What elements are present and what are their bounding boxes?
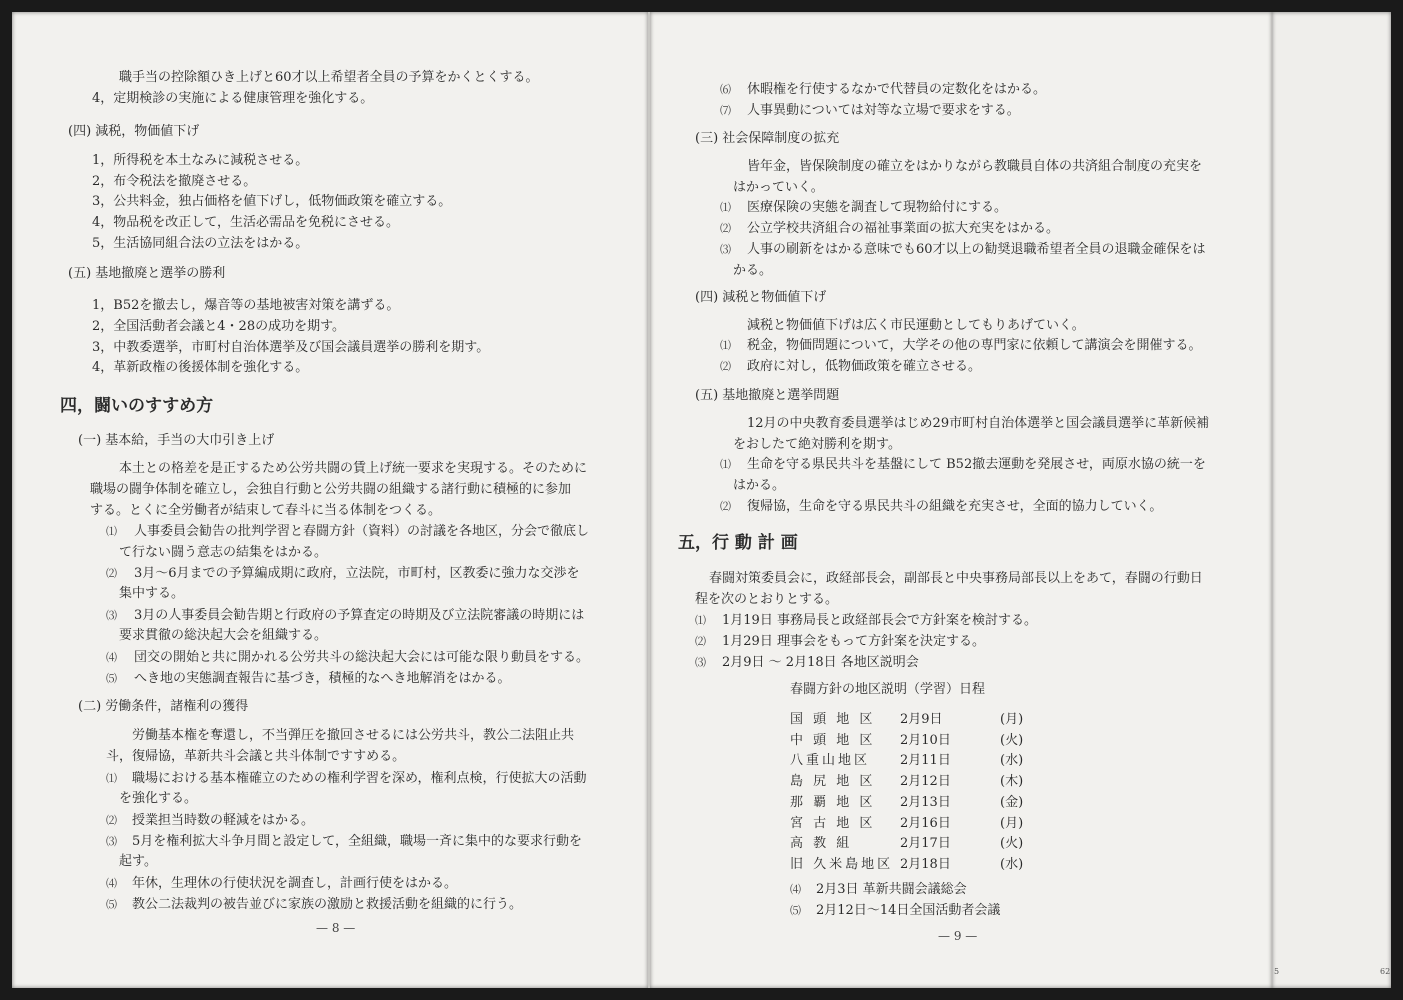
district-name: 宮 古 地 区 [790, 815, 876, 831]
text-line: 公立学校共済組合の福祉事業面の拡大充実をはかる。 [747, 221, 1060, 236]
item-number: ⑶ [106, 835, 117, 848]
item-number: ⑴ [106, 772, 117, 785]
item-number: ⑴ [720, 201, 731, 214]
text-line: 3，公共料金，独占価格を値下げし，低物価政策を確立する。 [92, 194, 452, 209]
chapter-heading: 四，闘いのすすめ方 [60, 396, 214, 416]
page-number: — 9 — [938, 929, 978, 943]
text-line: はかる。 [733, 478, 786, 493]
schedule-title: 春闘方針の地区説明（学習）日程 [790, 682, 986, 697]
underlying-page-edge [1272, 12, 1391, 988]
text-line: 2月3日 革新共闘会議総会 [816, 882, 967, 897]
district-schedule-table [790, 710, 1023, 876]
text-line: 2，布令税法を撤廃させる。 [92, 174, 257, 189]
district-day: (金) [1000, 794, 1024, 810]
section-heading: (一) 基本給，手当の大巾引き上げ [78, 433, 275, 448]
item-number: ⑴ [106, 525, 117, 538]
text-line: 職手当の控除額ひき上げと60才以上希望者全員の予算をかくとくする。 [119, 70, 539, 85]
text-line: て行ない闘う意志の結集をはかる。 [119, 545, 328, 560]
item-number: ⑵ [106, 814, 117, 827]
text-line: 職場における基本権確立のための権利学習を深め，権利点検，行使拡大の活動 [132, 771, 587, 786]
district-date: 2月13日 [900, 794, 951, 810]
page-right [650, 12, 1272, 988]
text-line: 政府に対し，低物価政策を確立させる。 [747, 359, 982, 374]
text-line: 1月29日 理事会をもって方針案を決定する。 [722, 634, 985, 649]
district-day: (火) [1000, 732, 1024, 748]
text-line: はかっていく。 [733, 180, 824, 195]
page-number: — 8 — [316, 921, 356, 935]
text-line: 起す。 [119, 854, 157, 869]
item-number: ⑹ [720, 83, 731, 96]
district-name: 旧 久米島地区 [790, 856, 894, 872]
text-line: 1月19日 事務局長と政経部長会で方針案を検討する。 [722, 613, 1037, 628]
item-number: ⑸ [106, 898, 117, 911]
item-number: ⑶ [720, 243, 731, 256]
text-line: を強化する。 [119, 791, 198, 806]
item-number: ⑷ [790, 883, 801, 896]
schedule-row [790, 793, 1023, 814]
district-name: 中 頭 地 区 [790, 732, 876, 748]
district-name: 那 覇 地 区 [790, 794, 876, 810]
text-line: 人事委員会勧告の批判学習と春闘方針（資料）の討議を各地区，分会で徹底し [134, 524, 590, 539]
text-line: 年休，生理休の行使状況を調査し，計画行使をはかる。 [132, 876, 458, 891]
item-number: ⑷ [106, 651, 117, 664]
district-day: (火) [1000, 836, 1024, 852]
text-line: 労働基本権を奪還し，不当弾圧を撤回させるには公労共斗，教公二法阻止共 [132, 728, 575, 743]
schedule-row [790, 855, 1023, 876]
district-name: 高 教 組 [790, 836, 853, 852]
district-date: 2月11日 [900, 753, 951, 769]
text-line: 1，所得税を本土なみに減税させる。 [92, 153, 309, 168]
text-line: 教公二法裁判の被告並びに家族の激励と救援活動を組織的に行う。 [132, 897, 523, 912]
text-line: 集中する。 [119, 586, 185, 601]
district-day: (木) [1000, 774, 1024, 790]
item-number: ⑺ [720, 104, 731, 117]
district-date: 2月18日 [900, 856, 951, 872]
text-line: をおしたて絶対勝利を期す。 [733, 437, 901, 452]
text-line: 5月を権利拡大斗争月間と設定して，全組織，職場一斉に集中的な要求行動を [132, 834, 583, 849]
schedule-row [790, 751, 1023, 772]
text-line: 本土との格差を是正するため公労共闘の賃上げ統一要求を実現する。そのために [119, 461, 588, 476]
schedule-row [790, 814, 1023, 835]
item-number: ⑸ [790, 904, 801, 917]
section-heading: (五) 基地撤廃と選挙問題 [695, 388, 840, 403]
schedule-row [790, 710, 1023, 731]
schedule-row [790, 772, 1023, 793]
district-day: (水) [1000, 753, 1024, 769]
item-number: ⑸ [106, 672, 117, 685]
margin-mark: 62 [1380, 967, 1391, 976]
text-line: 団交の開始と共に開かれる公労共斗の総決起大会には可能な限り動員をする。 [134, 650, 590, 665]
schedule-row [790, 731, 1023, 752]
district-day: (月) [1000, 815, 1024, 831]
text-line: 2月12日〜14日全国活動者会議 [816, 903, 1001, 918]
district-date: 2月12日 [900, 774, 951, 790]
text-line: かる。 [733, 263, 773, 278]
text-line: 4，定期検診の実施による健康管理を強化する。 [92, 91, 374, 106]
text-line: 2月9日 〜 2月18日 各地区説明会 [722, 655, 919, 670]
text-line: へき地の実態調査報告に基づき，積極的なへき地解消をはかる。 [134, 671, 511, 686]
item-number: ⑴ [695, 614, 706, 627]
section-heading: (四) 減税，物価値下げ [68, 124, 200, 139]
schedule-row [790, 834, 1023, 855]
item-number: ⑵ [695, 635, 706, 648]
page-left [12, 12, 648, 988]
text-line: 職場の闘争体制を確立し，会独自行動と公労共闘の組織する諸行動に積極的に参加 [90, 482, 572, 497]
text-line: 12月の中央教育委員選挙はじめ29市町村自治体選挙と国会議員選挙に革新候補 [747, 416, 1210, 431]
text-line: 3月〜6月までの予算編成期に政府，立法院，市町村，区教委に強力な交渉を [134, 566, 580, 581]
text-line: 税金，物価問題について，大学その他の専門家に依頼して講演会を開催する。 [747, 338, 1202, 353]
text-line: 授業担当時数の軽減をはかる。 [132, 813, 315, 828]
text-line: 4，革新政権の後援体制を強化する。 [92, 360, 309, 375]
text-line: 休暇権を行使するなかで代替員の定数化をはかる。 [747, 82, 1047, 97]
text-line: 減税と物価値下げは広く市民運動としてもりあげていく。 [747, 318, 1085, 333]
district-date: 2月17日 [900, 836, 951, 852]
margin-mark: 5 [1274, 967, 1280, 976]
text-line: 4，物品税を改正して，生活必需品を免税にさせる。 [92, 215, 400, 230]
item-number: ⑴ [720, 339, 731, 352]
section-heading: (二) 労働条件，諸権利の獲得 [78, 699, 249, 714]
item-number: ⑶ [695, 656, 706, 669]
text-line: 皆年金，皆保険制度の確立をはかりながら教職員自体の共済組合制度の充実を [747, 159, 1203, 174]
district-day: (月) [1000, 712, 1024, 727]
text-line: 春闘対策委員会に，政経部長会，副部長と中央事務局部長以上をあて，春闘の行動日 [709, 571, 1203, 586]
text-line: 2，全国活動者会議と4・28の成功を期す。 [92, 319, 346, 334]
district-date: 2月9日 [900, 712, 943, 727]
district-name: 八重山地区 [790, 753, 871, 769]
text-line: 人事異動については対等な立場で要求をする。 [747, 103, 1020, 118]
text-line: 1，B52を撤去し，爆音等の基地被害対策を講ずる。 [92, 298, 400, 313]
section-heading: (三) 社会保障制度の拡充 [695, 131, 840, 146]
section-heading: (五) 基地撤廃と選挙の勝利 [68, 266, 226, 281]
item-number: ⑶ [106, 609, 117, 622]
text-line: 3，中教委選挙，市町村自治体選挙及び国会議員選挙の勝利を期す。 [92, 340, 490, 355]
item-number: ⑵ [720, 360, 731, 373]
item-number: ⑵ [106, 567, 117, 580]
district-day: (水) [1000, 856, 1024, 872]
text-line: 復帰協，生命を守る県民共斗の組織を充実させ，全面的協力していく。 [747, 499, 1163, 514]
chapter-heading: 五，行 動 計 画 [678, 533, 798, 553]
district-date: 2月10日 [900, 732, 951, 748]
text-line: 5，生活協同組合法の立法をはかる。 [92, 236, 309, 251]
text-line: 要求貫徹の総決起大会を組織する。 [119, 628, 328, 643]
item-number: ⑵ [720, 222, 731, 235]
text-line: 程を次のとおりとする。 [695, 592, 839, 607]
district-name: 国 頭 地 区 [790, 712, 876, 727]
section-heading: (四) 減税と物価値下げ [695, 290, 827, 305]
text-line: 3月の人事委員会勧告期と行政府の予算査定の時期及び立法院審議の時期には [134, 608, 585, 623]
text-line: 医療保険の実態を調査して現物給付にする。 [747, 200, 1008, 215]
text-line: 生命を守る県民共斗を基盤にして B52撤去運動を発展させ，両原水協の統一を [747, 457, 1206, 472]
item-number: ⑷ [106, 877, 117, 890]
text-line: する。とくに全労働者が結束して春斗に当る体制をつくる。 [90, 503, 442, 518]
district-name: 島 尻 地 区 [790, 774, 876, 790]
item-number: ⑴ [720, 458, 731, 471]
district-date: 2月16日 [900, 815, 951, 831]
item-number: ⑵ [720, 500, 731, 513]
text-line: 斗，復帰協，革新共斗会議と共斗体制ですすめる。 [106, 749, 406, 764]
text-line: 人事の刷新をはかる意味でも60才以上の勧奨退職希望者全員の退職金確保をは [747, 242, 1206, 257]
